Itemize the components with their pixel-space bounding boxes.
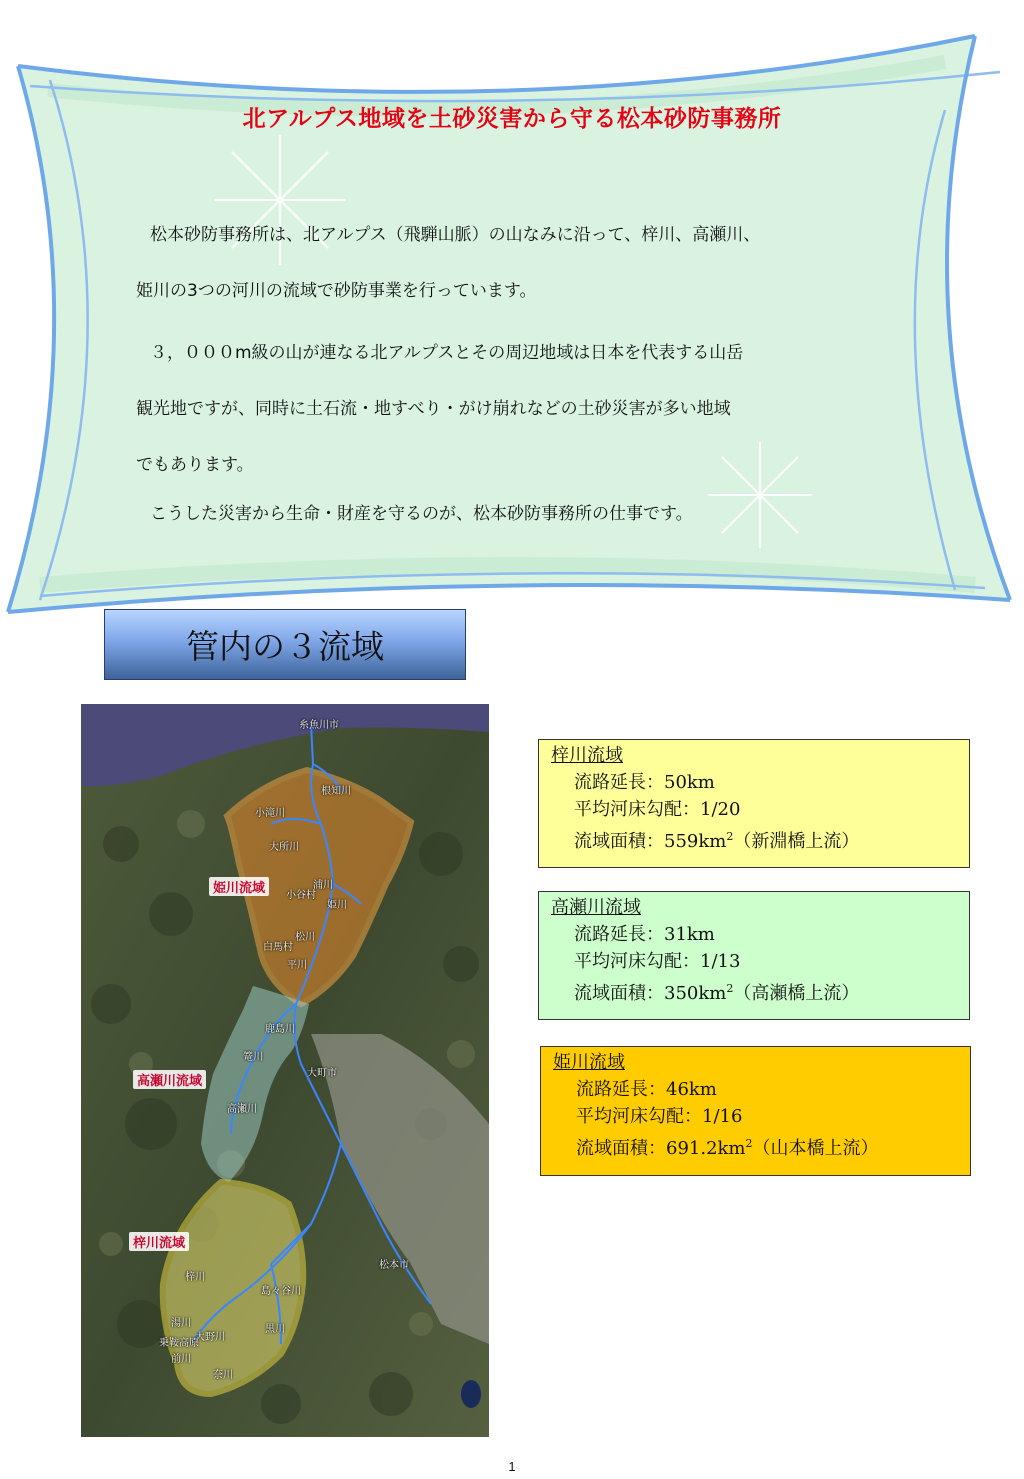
place-label-norikura: 乗鞍高原	[159, 1338, 199, 1349]
basin-info-takase	[538, 891, 970, 1020]
river-label-nechi: 根知川	[321, 786, 351, 797]
river-label-otokoro: 大所川	[269, 842, 299, 853]
lake	[461, 1380, 481, 1408]
basin-info-area: 流域面積：559km	[574, 831, 727, 852]
basin-info-title: 姫川流域	[553, 1052, 625, 1073]
river-label-kuro: 黒川	[265, 1324, 285, 1335]
city-label-itoigawa: 糸魚川市	[299, 720, 339, 731]
page-number: 1	[508, 1459, 516, 1474]
basin-info-length: 流路延長：31km	[574, 924, 715, 945]
city-label-matsumoto: 松本市	[379, 1260, 409, 1271]
basin-map	[81, 704, 489, 1437]
section-title: 管内の３流域	[104, 609, 466, 680]
basin-info-gradient: 平均河床勾配：1/16	[576, 1106, 743, 1127]
river-label-yu: 湯川	[171, 1318, 191, 1329]
banner-frame	[0, 0, 1024, 620]
basin-info-length: 流路延長：46km	[576, 1079, 717, 1100]
river-label-hira: 平川	[287, 960, 307, 971]
city-label-omachi: 大町市	[307, 1068, 337, 1079]
river-label-kago: 篭川	[243, 1052, 263, 1063]
river-label-ono: 大野川	[195, 1332, 225, 1343]
basin-info-hime	[540, 1046, 971, 1176]
sparkle-icon	[215, 135, 345, 265]
river-label-kotaki: 小滝川	[255, 808, 285, 819]
basin-info-area-row	[553, 1130, 958, 1162]
basin-info-area: 流域面積：691.2km	[576, 1138, 746, 1159]
basin-info-area-row	[551, 823, 957, 855]
intro-banner	[0, 0, 1024, 620]
basin-label-takase: 高瀬川流域	[133, 1070, 206, 1089]
basin-label-azusa: 梓川流域	[129, 1232, 189, 1251]
river-label-mae: 前川	[171, 1354, 191, 1365]
intro-paragraph-line: 松本砂防事務所は、北アルプス（飛騨山脈）の山なみに沿って、梓川、高瀬川、	[150, 225, 761, 245]
intro-paragraph-line: ３，０００m級の山が連なる北アルプスとその周辺地域は日本を代表する山岳	[150, 343, 744, 363]
area-unit-superscript: 2	[745, 1137, 753, 1150]
basin-info-title: 梓川流域	[551, 745, 623, 766]
basin-info-area-row	[551, 975, 957, 1007]
place-label-hakuba: 白馬村	[263, 942, 293, 953]
place-label-otari: 小谷村	[286, 890, 316, 901]
basin-info-area-note: （山本橋上流）	[752, 1138, 879, 1159]
basin-info-azusa	[538, 739, 970, 868]
river-label-matsu: 松川	[295, 932, 315, 943]
basin-info-gradient: 平均河床勾配：1/13	[574, 951, 741, 972]
river-label-hime: 姫川	[327, 900, 347, 911]
sparkle-icon	[708, 442, 812, 548]
basin-label-hime: 姫川流域	[209, 877, 269, 896]
basin-info-area-note: （新淵橋上流）	[733, 831, 860, 852]
basin-info-area-note: （高瀬橋上流）	[733, 983, 860, 1004]
river-label-shimashima: 島々谷川	[261, 1286, 301, 1297]
river-label-ura: 浦川	[313, 880, 333, 891]
intro-paragraph-line: 観光地ですが、同時に土石流・地すべり・がけ崩れなどの土砂災害が多い地域	[136, 399, 731, 419]
area-unit-superscript: 2	[726, 982, 734, 995]
basin-info-title: 高瀬川流域	[551, 897, 641, 918]
river-label-nara: 奈川	[213, 1370, 233, 1381]
page-title: 北アルプス地域を土砂災害から守る松本砂防事務所	[242, 106, 782, 132]
intro-paragraph-line: でもあります。	[136, 455, 254, 475]
intro-paragraph-line: 姫川の3つの河川の流域で砂防事業を行っています。	[136, 281, 537, 301]
river-label-azusa: 梓川	[185, 1272, 205, 1283]
basin-info-length: 流路延長：50km	[574, 772, 715, 793]
basin-info-area: 流域面積：350km	[574, 983, 727, 1004]
river-label-kashima: 鹿島川	[265, 1024, 295, 1035]
intro-paragraph-line: こうした災害から生命・財産を守るのが、松本砂防事務所の仕事です。	[150, 504, 693, 524]
basin-info-gradient: 平均河床勾配：1/20	[574, 799, 741, 820]
river-label-takase: 高瀬川	[227, 1104, 257, 1115]
area-unit-superscript: 2	[726, 830, 734, 843]
